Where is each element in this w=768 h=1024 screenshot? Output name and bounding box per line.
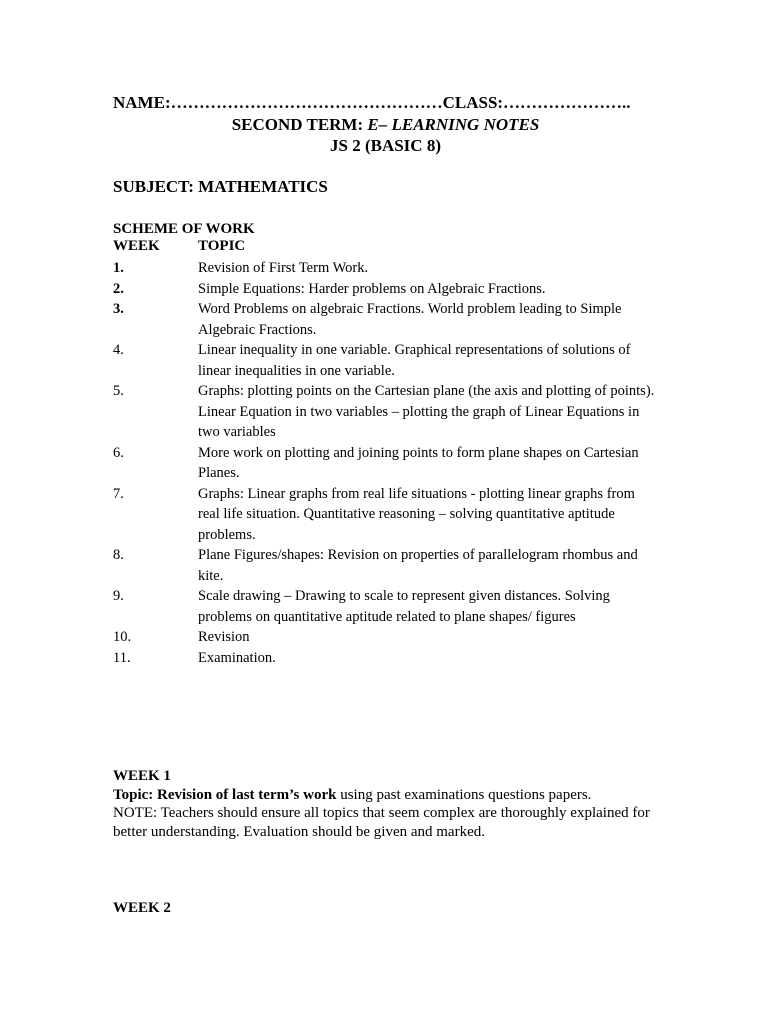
week-topic: Revision of First Term Work. <box>198 260 369 276</box>
term-prefix: SECOND TERM: <box>231 115 368 134</box>
scheme-row <box>113 340 658 381</box>
scheme-row <box>113 381 658 443</box>
term-heading <box>113 115 658 135</box>
week1-topic-title: : Revision of last term’s work <box>148 787 337 803</box>
week-number: 8. <box>113 547 124 563</box>
week-topic: Word Problems on algebraic Fractions. World problem leading to Simple Algebraic Fractions. <box>198 301 622 338</box>
week-topic: Scale drawing – Drawing to scale to represent given distances. Solving problems on quantitative aptitude related to plane shapes/ figures <box>198 588 610 625</box>
class-heading: JS 2 (BASIC 8) <box>330 136 441 155</box>
week-topic: More work on plotting and joining points to form plane shapes on Cartesian Planes. <box>198 444 639 481</box>
week1-topic <box>113 786 658 805</box>
week-number: 10. <box>113 629 132 645</box>
week-number: 11. <box>113 649 131 666</box>
week-topic: Plane Figures/shapes: Revision on properties of parallelogram rhombus and kite. <box>198 547 638 584</box>
topic-column-header: TOPIC <box>198 238 246 254</box>
week-number: 7. <box>113 485 124 502</box>
scheme-row <box>113 586 658 627</box>
scheme-row <box>113 484 658 546</box>
scheme-row <box>113 443 658 484</box>
scheme-list <box>113 258 658 668</box>
scheme-row <box>113 299 658 340</box>
subject-heading: SUBJECT: MATHEMATICS <box>113 177 328 196</box>
week1-title: WEEK 1 <box>113 768 171 784</box>
week-topic: Revision <box>198 629 250 645</box>
week-topic: Linear inequality in one variable. Graphical representations of solutions of linear inequalities in one variable. <box>198 342 631 379</box>
week-number: 2. <box>113 280 124 297</box>
week-number: 6. <box>113 444 124 461</box>
week1-topic-rest: using past examinations questions papers. <box>336 787 592 803</box>
week-number: 3. <box>113 301 124 317</box>
week-topic: Examination. <box>198 649 276 666</box>
week-number: 9. <box>113 588 124 604</box>
week-topic: Graphs: Linear graphs from real life situations - plotting linear graphs from real life situation. Quantitative reasoning – solving quantitative aptitude problems. <box>198 485 635 543</box>
scheme-row <box>113 648 658 669</box>
week-topic: Graphs: plotting points on the Cartesian plane (the axis and plotting of points). Linear Equation in two variables – plotting the graph of Linear Equations in two variables <box>198 383 655 440</box>
week-number: 4. <box>113 342 124 358</box>
week-number: 5. <box>113 383 124 399</box>
week-topic: Simple Equations: Harder problems on Algebraic Fractions. <box>198 280 546 297</box>
name-class-line: NAME:…………………………………………CLASS:………………….. <box>113 93 631 112</box>
term-italic: E– LEARNING NOTES <box>367 115 540 134</box>
scheme-title: SCHEME OF WORK <box>113 221 255 237</box>
week-column-header: WEEK <box>113 238 160 254</box>
scheme-row <box>113 279 658 300</box>
scheme-row <box>113 545 658 586</box>
week2-title: WEEK 2 <box>113 900 171 916</box>
week-number: 1. <box>113 260 124 276</box>
week1-topic-label: Topic <box>113 787 149 803</box>
scheme-row <box>113 627 658 648</box>
week1-note: NOTE: Teachers should ensure all topics that seem complex are thoroughly explained for better understanding. Evaluation should be given and marked. <box>113 805 650 840</box>
scheme-row <box>113 258 658 279</box>
